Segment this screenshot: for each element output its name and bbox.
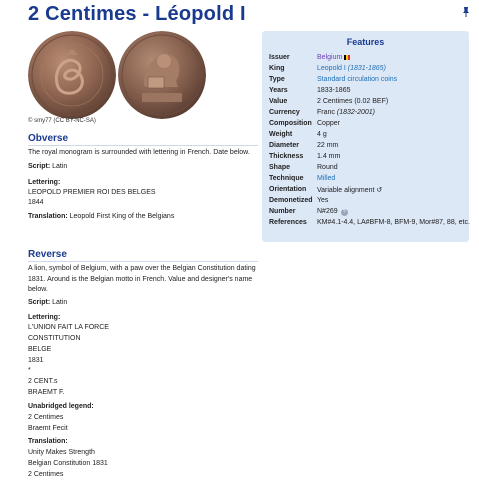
pin-icon[interactable]: [462, 7, 470, 17]
feature-key: Orientation: [269, 186, 307, 193]
feature-key: Demonetized: [269, 197, 313, 204]
reverse-lettering-line: 1831: [28, 357, 44, 364]
reverse-lettering-line: BRAEMT F.: [28, 389, 65, 396]
feature-value: N#269: [317, 208, 338, 215]
reverse-lettering-line: 2 CENT.s: [28, 378, 58, 385]
features-heading: Features: [346, 37, 385, 47]
feature-value: Yes: [317, 197, 329, 204]
obverse-script: Script: Latin: [28, 163, 68, 170]
feature-key: Number: [269, 208, 296, 215]
feature-key: Technique: [269, 175, 304, 182]
obverse-translation: Translation: Leopold First King of the Belgians: [28, 213, 175, 220]
feature-key: Thickness: [269, 153, 304, 160]
reverse-unabridged-label: Unabridged legend:: [28, 403, 94, 410]
feature-key: Shape: [269, 164, 291, 171]
feature-value: 4 g: [317, 131, 327, 138]
feature-value: Round: [317, 164, 338, 171]
belgium-flag-icon: [344, 55, 350, 60]
feature-value-wrap: [317, 142, 338, 149]
obverse-description: The royal monogram is surrounded with lettering in French. Date below.: [28, 149, 250, 156]
obverse-heading: Obverse: [28, 133, 69, 144]
reverse-lettering-line: L'UNION FAIT LA FORCE: [28, 324, 109, 331]
feature-key: Diameter: [269, 142, 299, 149]
obverse-lettering-label: Lettering:: [28, 179, 61, 186]
feature-key: Years: [269, 87, 288, 94]
feature-value: Variable alignment ↺: [317, 187, 383, 194]
feature-value-extra: (1831-1865): [347, 65, 386, 72]
feature-key: Type: [269, 76, 285, 83]
feature-value: Copper: [317, 120, 340, 127]
reverse-heading: Reverse: [28, 249, 67, 260]
feature-value-wrap: [317, 87, 350, 94]
image-credit: © smy77 (CC BY-NC-SA): [28, 118, 96, 124]
feature-value: 2 Centimes (0.02 BEF): [317, 98, 389, 105]
feature-key: Value: [269, 98, 288, 105]
feature-value: 22 mm: [317, 142, 339, 149]
feature-value-wrap: [317, 197, 328, 204]
feature-key: References: [269, 219, 307, 226]
feature-key: Currency: [269, 109, 300, 116]
feature-value-wrap: [317, 65, 386, 72]
feature-value[interactable]: Belgium: [317, 54, 343, 61]
feature-value-wrap: [317, 98, 388, 105]
reverse-translation-line: Belgian Constitution 1831: [28, 460, 108, 467]
reverse-divider: [28, 261, 258, 262]
feature-value: 1833-1865: [317, 87, 351, 94]
reverse-coin-image[interactable]: [118, 31, 206, 119]
feature-value-wrap: [317, 175, 335, 182]
reverse-unabridged-line: 2 Centimes: [28, 414, 64, 421]
feature-key: King: [269, 65, 285, 72]
reverse-lettering-line: *: [28, 367, 31, 374]
feature-value-wrap: [317, 54, 350, 61]
reverse-translation-label: Translation:: [28, 438, 68, 445]
reverse-description: A lion, symbol of Belgium, with a paw over the Belgian Constitution dating 1831. Around is the Belgian motto in French. Value and designer's name below.: [28, 265, 256, 293]
feature-value-wrap: [317, 120, 340, 127]
feature-value[interactable]: Leopold I: [317, 65, 346, 72]
feature-value-wrap: [317, 109, 375, 116]
feature-value-wrap: [317, 219, 470, 226]
reverse-lettering-label: Lettering:: [28, 314, 61, 321]
page-title: 2 Centimes - Léopold I: [28, 3, 246, 25]
obverse-coin-image[interactable]: [28, 31, 116, 119]
feature-value: Franc: [317, 109, 335, 116]
feature-key: Weight: [269, 131, 293, 138]
reverse-lettering-line: BELGE: [28, 346, 52, 353]
feature-value-wrap: [317, 164, 338, 171]
obverse-divider: [28, 145, 258, 146]
reverse-unabridged-line: Braemt Fecit: [28, 425, 68, 432]
features-panel: [262, 31, 469, 242]
help-icon[interactable]: ?: [341, 209, 348, 216]
feature-value-wrap: [317, 131, 327, 138]
reverse-lettering-line: CONSTITUTION: [28, 335, 81, 342]
feature-value: KM#4.1-4.4, LA#BFM-8, BFM-9, Mor#87, 88, etc.: [317, 219, 470, 226]
reverse-translation-line: Unity Makes Strength: [28, 449, 95, 456]
obverse-lettering-line: LEOPOLD PREMIER ROI DES BELGES: [28, 189, 156, 196]
reverse-script: Script: Latin: [28, 299, 68, 306]
feature-value: 1.4 mm: [317, 153, 341, 160]
obverse-lettering-line: 1844: [28, 199, 44, 206]
feature-key: Composition: [269, 120, 312, 127]
feature-value[interactable]: Milled: [317, 175, 336, 182]
feature-key: Issuer: [269, 54, 290, 61]
feature-value-wrap: [317, 208, 348, 216]
feature-value-wrap: [317, 153, 340, 160]
feature-value-wrap: [317, 76, 397, 83]
feature-value-extra: (1832-2001): [336, 109, 375, 116]
reverse-translation-line: 2 Centimes: [28, 471, 64, 478]
feature-value-wrap: [317, 186, 382, 194]
feature-value[interactable]: Standard circulation coins: [317, 76, 398, 83]
